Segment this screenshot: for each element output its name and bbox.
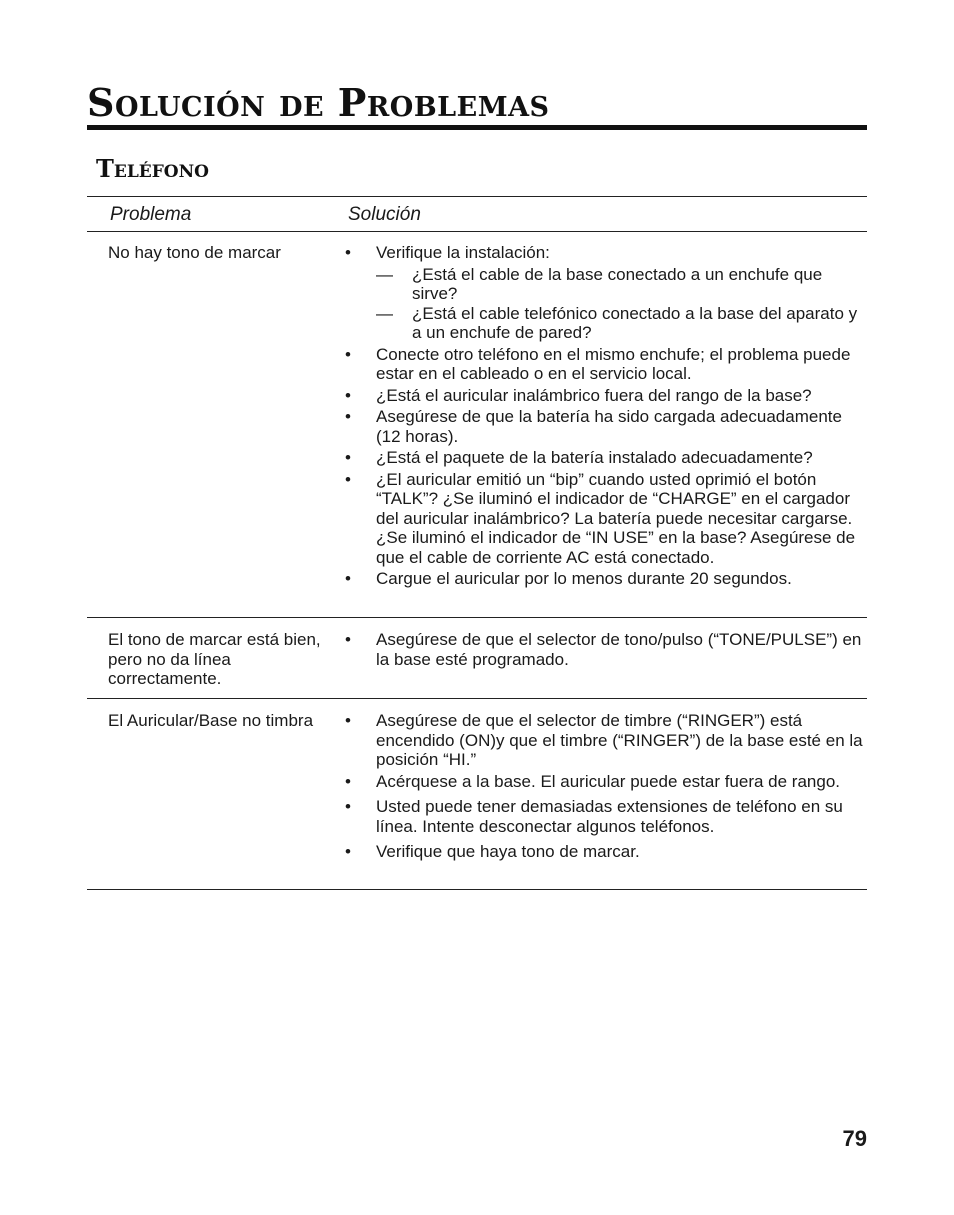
sub-list-item — [376, 265, 869, 304]
solution-text: ¿El auricular emitió un “bip” cuando usted oprimió el botón “TALK”? ¿Se iluminó el indicador de “CHARGE” en el cargador del auricular inalámbrico? La batería puede necesitar cargarse. ¿Se iluminó el indicador de “IN USE” en la base? Asegúrese de que el cable de corriente AC está conectado. — [376, 469, 856, 567]
bullet-icon: • — [345, 243, 351, 262]
column-header-problem: Problema — [110, 204, 192, 225]
solution-text: Conecte otro teléfono en el mismo enchufe; el problema puede estar en el cableado o en el servicio local. — [376, 344, 851, 383]
solution-text: ¿Está el paquete de la batería instalado adecuadamente? — [376, 448, 813, 467]
problem-no-dial-tone: No hay tono de marcar — [108, 243, 281, 262]
solution-list-no-line — [343, 630, 869, 671]
bullet-icon: • — [345, 842, 351, 861]
list-item — [343, 448, 869, 468]
bullet-icon: • — [345, 344, 351, 364]
solution-text: Cargue el auricular por lo menos durante 20 segundos. — [376, 569, 792, 588]
solution-text: Asegúrese de que el selector de tono/pulso (“TONE/PULSE”) en la base esté programado. — [376, 630, 862, 669]
list-item — [343, 772, 869, 792]
column-header-solution: Solución — [348, 204, 421, 225]
bullet-icon: • — [345, 630, 351, 649]
bullet-icon: • — [345, 469, 351, 489]
list-item — [343, 470, 869, 568]
section-title: Teléfono — [96, 154, 209, 183]
list-item — [343, 711, 869, 770]
list-item — [343, 345, 869, 384]
solution-text: Acérquese a la base. El auricular puede estar fuera de rango. — [376, 771, 841, 791]
row-rule — [87, 698, 867, 699]
bullet-icon: • — [345, 407, 351, 426]
header-rule — [87, 231, 867, 232]
sub-list-item — [376, 304, 869, 343]
list-item — [343, 386, 869, 406]
bullet-icon: • — [345, 448, 351, 467]
bullet-icon: • — [345, 385, 351, 405]
sub-solution-text: ¿Está el cable de la base conectado a un enchufe que sirve? — [412, 264, 823, 303]
sub-list — [376, 265, 869, 343]
list-item — [343, 630, 869, 669]
table-top-rule — [87, 196, 867, 197]
list-item — [343, 243, 869, 343]
list-item — [343, 797, 869, 836]
list-item — [343, 842, 869, 862]
row-rule — [87, 617, 867, 618]
problem-no-line: El tono de marcar está bien, pero no da línea correctamente. — [108, 630, 321, 688]
solution-text: ¿Está el auricular inalámbrico fuera del rango de la base? — [376, 385, 812, 405]
solution-text: Asegúrese de que la batería ha sido cargada adecuadamente (12 horas). — [376, 407, 842, 446]
sub-solution-text: ¿Está el cable telefónico conectado a la base del aparato y a un enchufe de pared? — [412, 303, 858, 342]
bullet-icon: • — [345, 797, 351, 816]
table-bottom-rule — [87, 889, 867, 890]
page-number: 79 — [842, 1126, 867, 1151]
dash-icon: — — [376, 264, 393, 284]
bullet-icon: • — [345, 569, 351, 588]
dash-icon: — — [376, 303, 393, 323]
list-item — [343, 407, 869, 446]
page-title: Solución de Problemas — [87, 80, 550, 125]
solution-list-no-ring — [343, 711, 869, 864]
solution-text: Verifique que haya tono de marcar. — [376, 842, 640, 861]
problem-no-ring: El Auricular/Base no timbra — [108, 711, 314, 730]
solution-text: Usted puede tener demasiadas extensiones de teléfono en su línea. Intente desconectar algunos teléfonos. — [376, 797, 843, 836]
solution-text: Asegúrese de que el selector de timbre (“RINGER”) está encendido (ON)y que el timbre (“RINGER”) de la base esté en la posición “HI.” — [376, 711, 863, 769]
title-rule — [87, 125, 867, 130]
list-item — [343, 569, 869, 589]
solution-list-no-dial-tone — [343, 243, 869, 591]
bullet-icon: • — [345, 771, 351, 791]
bullet-icon: • — [345, 711, 351, 730]
solution-text: Verifique la instalación: — [376, 243, 550, 262]
